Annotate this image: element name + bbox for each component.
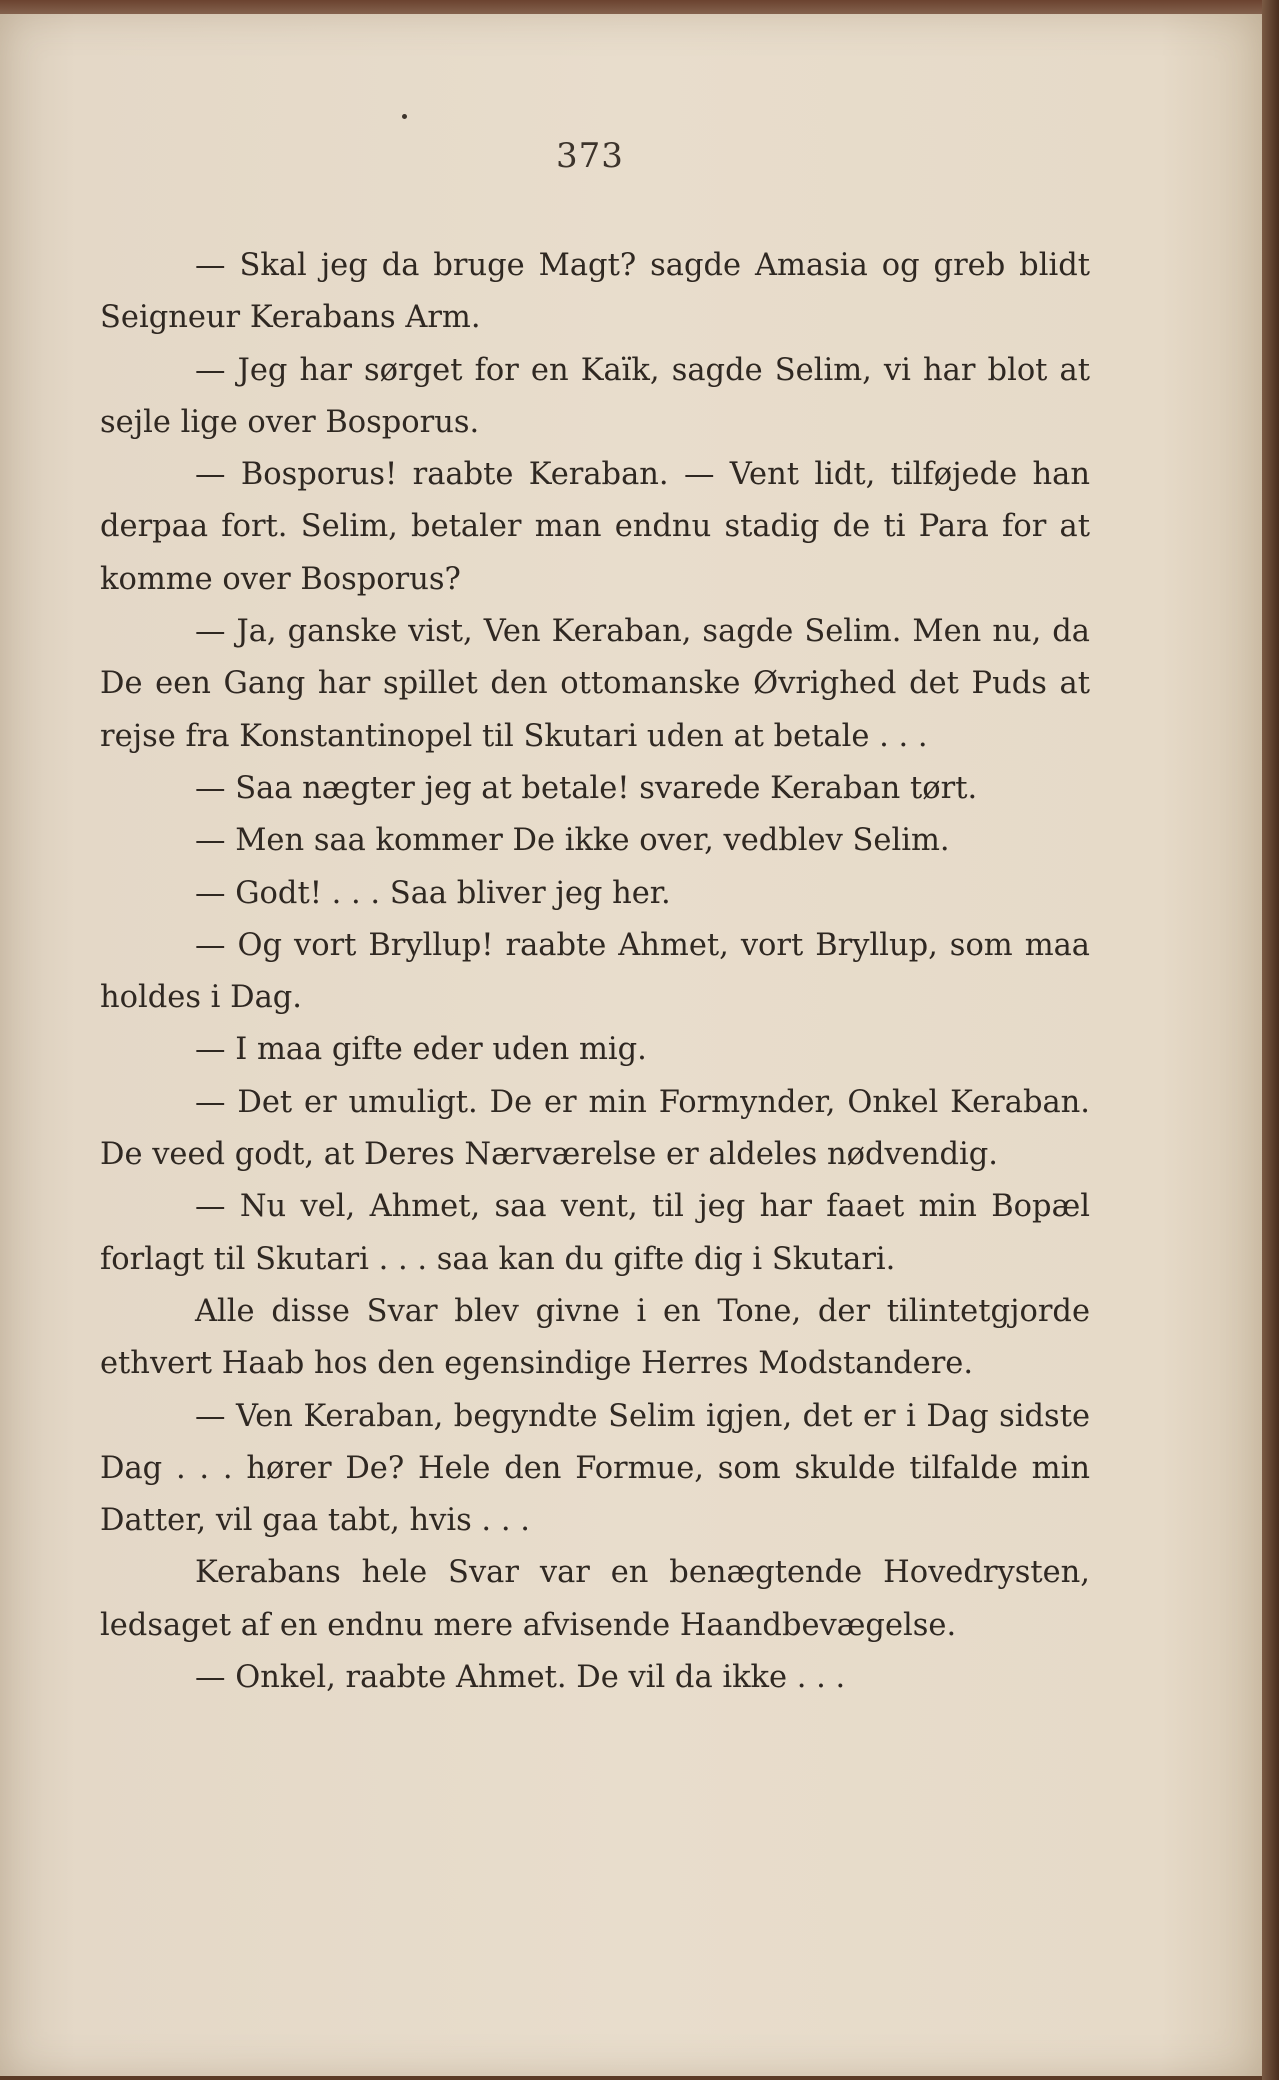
paragraph: Kerabans hele Svar var en benægtende Hovedrysten, ledsaget af en endnu mere afvisende Haandbevægelse. [100, 1555, 1090, 1643]
paragraph: — Bosporus! raabte Keraban. — Vent lidt, tilføjede han derpaa fort. Selim, betaler man endnu stadig de ti Para for at komme over Bosporus? [100, 457, 1090, 597]
paragraph: — Det er umuligt. De er min Formynder, Onkel Keraban. De veed godt, at Deres Nærværelse er aldeles nødvendig. [100, 1084, 1090, 1173]
paragraph: — Nu vel, Ahmet, saa vent, til jeg har faaet min Bopæl forlagt til Skutari . . . saa kan du gifte dig i Skutari. [100, 1189, 1090, 1277]
paragraph: — Godt! . . . Saa bliver jeg her. [195, 875, 671, 911]
paragraph: — Og vort Bryllup! raabte Ahmet, vort Bryllup, som maa holdes i Dag. [100, 927, 1090, 1016]
paragraph: Alle disse Svar blev givne i en Tone, der tilintetgjorde ethvert Haab hos den egensindige Herres Modstandere. [100, 1293, 1090, 1382]
paragraph: — Men saa kommer De ikke over, vedblev Selim. [195, 823, 950, 859]
paragraph: — Ven Keraban, begyndte Selim igjen, det er i Dag sidste Dag . . . hører De? Hele den Formue, som skulde tilfalde min Datter, vil gaa tabt, hvis . . . [100, 1398, 1090, 1539]
paragraph: — Onkel, raabte Ahmet. De vil da ikke . . . [195, 1660, 846, 1696]
page-body-text [100, 240, 1090, 1704]
page-number: 373 [556, 136, 624, 176]
book-page [0, 14, 1262, 2076]
book-spine-edge [1262, 0, 1279, 2080]
printing-speck [402, 114, 407, 119]
paragraph: — I maa gifte eder uden mig. [195, 1032, 647, 1068]
paragraph: — Ja, ganske vist, Ven Keraban, sagde Selim. Men nu, da De een Gang har spillet den ottomanske Øvrighed det Puds at rejse fra Konstantinopel til Skutari uden at betale . . . [100, 614, 1090, 754]
paragraph: — Skal jeg da bruge Magt? sagde Amasia og greb blidt Seigneur Kerabans Arm. [100, 248, 1090, 336]
paragraph: — Jeg har sørget for en Kaïk, sagde Selim, vi har blot at sejle lige over Bosporus. [100, 352, 1090, 440]
paragraph: — Saa nægter jeg at betale! svarede Keraban tørt. [195, 770, 978, 806]
